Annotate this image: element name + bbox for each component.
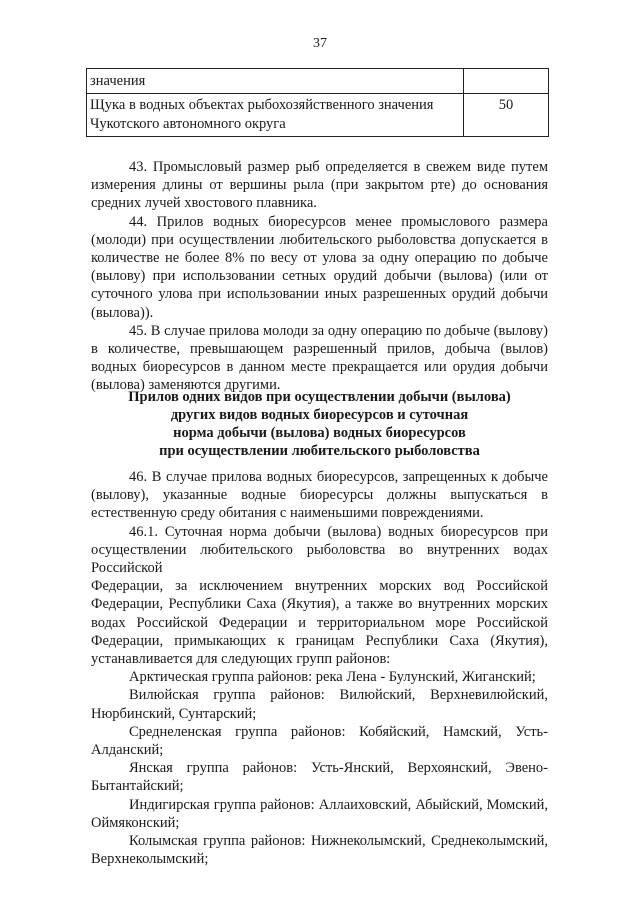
section-heading (91, 388, 548, 460)
paragraph-block-2 (91, 468, 548, 868)
group-arctic: Арктическая группа районов: река Лена - Булунский, Жиганский; (129, 669, 536, 686)
paragraph-block-1 (91, 158, 548, 395)
group-yana: Янская группа районов: Усть-Янский, Верхоянский, Эвено-Бытантайский; (91, 760, 548, 795)
table-cell-value (464, 69, 549, 94)
group-indigirka: Индигирская группа районов: Аллаиховский, Абыйский, Момский, Оймяконский; (91, 796, 548, 831)
group-kolyma: Колымская группа районов: Нижнеколымский, Среднеколымский, Верхнеколымский; (91, 833, 548, 868)
page-number: 37 (313, 36, 327, 51)
group-vilyuy: Вилюйская группа районов: Вилюйский, Верхневилюйский, Нюрбинский, Сунтарский; (91, 687, 548, 722)
table-cell-name (87, 94, 464, 137)
paragraph-45: 45. В случае прилова молоди за одну операцию по добыче (вылову) в количестве, превышающем разрешенный прилов, добыча (вылов) водных биоресурсов в данном месте прекращается или орудия добычи (вылова) заменяются другими. (91, 322, 548, 394)
table-cell-value: 50 (464, 94, 549, 137)
paragraph-46-1-start: 46.1. Суточная норма добычи (вылова) водных биоресурсов при осуществлении любительского рыболовства во внутренних водах Российской (91, 523, 548, 577)
heading-line: при осуществлении любительского рыболовства (159, 443, 480, 459)
paragraph-44: 44. Прилов водных биоресурсов менее промыслового размера (молоди) при осуществлении любительского рыболовства допускается в количестве не более 8% по весу от улова за одну операцию по добыче (вылову) при использовании сетных орудий добычи (вылова) (или от суточного улова при использовании иных разрешенных орудий добычи (вылова)). (91, 213, 548, 321)
heading-line: Прилов одних видов при осуществлении добычи (вылова) (128, 389, 511, 405)
table-row (87, 69, 549, 94)
paragraph-43: 43. Промысловый размер рыб определяется в свежем виде путем измерения длины от вершины рыла (при закрытом рте) до основания средних лучей хвостового плавника. (91, 159, 548, 212)
group-srednelena: Среднеленская группа районов: Кобяйский, Намский, Усть-Алданский; (91, 723, 548, 759)
table-cell-name-line: Щука в водных объектах рыбохозяйственного значения (90, 97, 434, 113)
heading-line: других видов водных биоресурсов и суточная (170, 407, 469, 423)
table-cell-name-line: Чукотского автономного округа (90, 116, 286, 132)
paragraph-46: 46. В случае прилова водных биоресурсов, запрещенных к добыче (вылову), указанные водные биоресурсы должны выпускаться в естественную среду обитания с наименьшими повреждениями. (91, 469, 548, 522)
table-row (87, 94, 549, 137)
heading-line: норма добычи (вылова) водных биоресурсов (173, 425, 466, 441)
paragraph-46-1-cont: Федерации, за исключением внутренних морских вод Российской Федерации, Республики Саха (Якутия), а также во внутренних морских водах Российской Федерации и территориальном море Российской Федерации, примыкающих к границам Республики Саха (Якутия), устанавливается для следующих групп районов: (91, 578, 548, 668)
catch-norm-table (86, 68, 549, 137)
table-cell-name: значения (87, 69, 464, 94)
